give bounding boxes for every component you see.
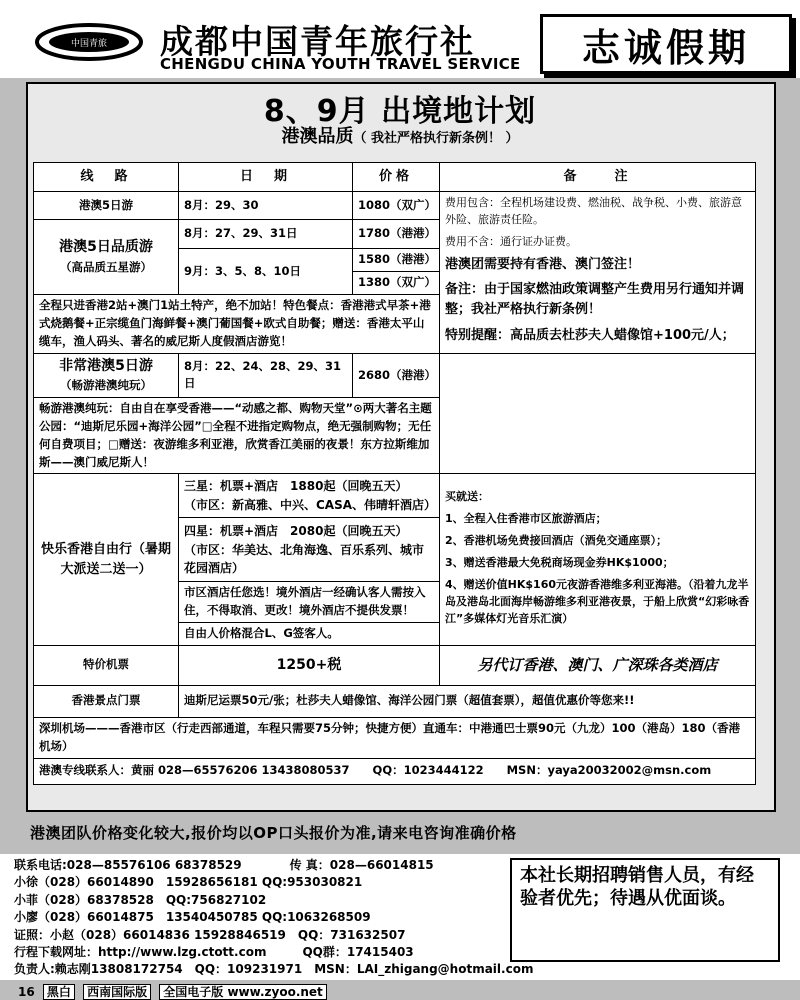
fee-include: 费用包含：全程机场建设费、燃油税、战争税、小费、旅游意外险、旅游责任险。 <box>445 196 742 227</box>
header-price: 价格 <box>353 163 440 192</box>
subtitle-note: （ 我社严格执行新条例！ ） <box>353 131 519 146</box>
edition[interactable]: 全国电子版 www.zyoo.net <box>159 984 327 1000</box>
hotel-note: 市区酒店任您选！境外酒店一经确认客人需按入住，不得取消、更改！境外酒店不提供发票！ <box>179 582 440 623</box>
dates: 8月：29、30 <box>179 192 353 220</box>
brand-badge: 志诚假期 <box>540 14 792 74</box>
route-hk-free-travel: 快乐香港自由行（暑期大派送二送一） <box>34 474 179 645</box>
price: 1080（双广） <box>353 192 440 220</box>
header <box>0 0 800 78</box>
free-gifts-cell: 买就送： 1、全程入住香港市区旅游酒店； 2、香港机场免费接回酒店（酒免交通座票）； 3、赠送香港最大免税商场现金券HK$1000； 4、赠送价值HK$160元夜游香港维多利亚海港。（沿着九龙半岛及港岛北面海岸畅游维多利亚港夜景，于船上欣赏“幻彩咏香江”多媒体灯光音乐汇演） <box>440 474 756 645</box>
itinerary-table <box>33 162 756 785</box>
special-reminder: 特别提醒：高品质去杜莎夫人蜡像馆+100元/人； <box>445 327 735 343</box>
page-subtitle: 港澳品质（ 我社严格执行新条例！ ） <box>281 126 519 147</box>
notes-continued <box>440 353 756 474</box>
contact-line: 小廖（028）66014875 13540450785 QQ:1063268509 <box>14 910 371 925</box>
free-option-3star: 三星：机票+酒店 1880起（回晚五天） （市区：新高雅、中兴、CASA、伟晴轩酒店） <box>179 474 440 518</box>
free-option-4star: 四星：机票+酒店 2080起（回晚五天） （市区：华美达、北角海逸、百乐系列、城市花园酒店） <box>179 518 440 582</box>
print-mode: 黑白 <box>43 984 75 1000</box>
company-name-en: CHENGDU CHINA YOUTH TRAVEL SERVICE <box>160 55 521 73</box>
table-row <box>34 685 756 717</box>
header-route: 线 路 <box>34 163 179 192</box>
air-ticket-label: 特价机票 <box>34 645 179 685</box>
recruitment-notice: 本社长期招聘销售人员，有经验者优先；待遇从优面谈。 <box>510 858 780 962</box>
svg-text:中国青旅: 中国青旅 <box>70 39 108 49</box>
route-description: 畅游港澳纯玩：自由自在享受香港——“动感之都、购物天堂”⊙两大著名主题公园：“迪斯尼乐园+海洋公园”□全程不进指定购物点，绝无强制购物；无任何自费项目；□赠送：夜游维多利亚港，欣赏香江美丽的夜景！东方拉斯维加斯——澳门威尼斯人！ <box>34 398 440 474</box>
contact-line[interactable]: 行程下载网址：http://www.lzg.ctott.com QQ群：17415403 <box>14 945 414 960</box>
visa-note: 港澳团需要持有香港、澳门签注！ <box>445 257 641 273</box>
price: 2680（港港） <box>353 353 440 398</box>
dates: 8月：27、29、31日 <box>179 220 353 249</box>
notes-cell <box>440 192 756 354</box>
attraction-tickets-text: 迪斯尼运票50元/张；杜莎夫人蜡像馆、海洋公园门票（超值套票），超值优惠价等您来!! <box>179 685 756 717</box>
table-header-row <box>34 163 756 192</box>
fee-exclude: 费用不含：通行证办证费。 <box>445 235 577 249</box>
company-name-cn: 成都中国青年旅行社 <box>160 22 475 61</box>
page-title: 8、9月 出境地计划 <box>263 94 537 129</box>
page-number: 16 <box>18 985 35 999</box>
contact-line: 联系电话:028—85576106 68378529 传 真：028—66014815 <box>14 858 434 872</box>
header-notes: 备 注 <box>440 163 756 192</box>
hotel-booking-note: 另代订香港、澳门、广深珠各类酒店 <box>440 645 756 685</box>
contact-line: 小菲（028）68378528 QQ:756827102 <box>14 892 267 907</box>
route-unusual-5day: 非常港澳5日游 （畅游港澳纯玩） <box>34 353 179 398</box>
route-description: 全程只进香港2站+澳门1站土特产，绝不加站！特色餐点：香港港式早茶+港式烧鹅餐+正宗缆鱼门海鲜餐+澳门葡国餐+欧式自助餐；赠送：香港太平山缆车，渔人码头、著名的威尼斯人度假酒店游览！ <box>34 295 440 353</box>
remark-note: 备注：由于国家燃油政策调整产生费用另行通知并调整；我社严格执行新条例！ <box>445 282 745 318</box>
table-row <box>34 353 756 398</box>
contact-line: 小徐（028）66014890 15928656181 QQ:953030821 <box>14 875 363 890</box>
route-quality-5day: 港澳5日品质游 （高品质五星游） <box>34 220 179 295</box>
contact-line: 负责人:赖志刚13808172754 QQ：109231971 MSN：LAI_zhigang@hotmail.com <box>14 962 534 977</box>
dates: 8月：22、24、28、29、31日 <box>179 353 353 398</box>
table-row <box>34 474 756 518</box>
price: 1780（港港） <box>353 220 440 249</box>
dates: 9月：3、5、8、10日 <box>179 248 353 294</box>
contact-list <box>14 857 533 979</box>
table-row <box>34 717 756 758</box>
hotline-contact: 港澳专线联系人：黄丽 028—65576206 13438080537 QQ：1023444122 MSN：yaya20032002@msn.com <box>34 758 756 784</box>
air-ticket-price: 1250+税 <box>179 645 440 685</box>
price: 1580（港港） <box>353 248 440 272</box>
table-row <box>34 645 756 685</box>
price: 1380（双广） <box>353 272 440 295</box>
attraction-tickets-label: 香港景点门票 <box>34 685 179 717</box>
mixed-price-note: 自由人价格混合L、G签客人。 <box>179 623 440 646</box>
header-date: 日 期 <box>179 163 353 192</box>
table-row <box>34 758 756 784</box>
section-name: 西南国际版 <box>83 984 151 1000</box>
airport-transfer: 深圳机场———香港市区（行走西部通道，车程只需要75分钟；快捷方便）直通车：中港通巴士票90元（九龙）100（港岛）180（香港机场） <box>34 717 756 758</box>
table-row <box>34 192 756 220</box>
price-warning: 港澳团队价格变化较大,报价均以OP口头报价为准,请来电咨询准确价格 <box>30 824 517 842</box>
company-logo <box>34 22 144 62</box>
route-hk-macau-5day: 港澳5日游 <box>34 192 179 220</box>
page-footer-line <box>18 983 327 1000</box>
contact-line: 证照：小赵（028）66014836 15928846519 QQ：731632507 <box>14 927 406 942</box>
